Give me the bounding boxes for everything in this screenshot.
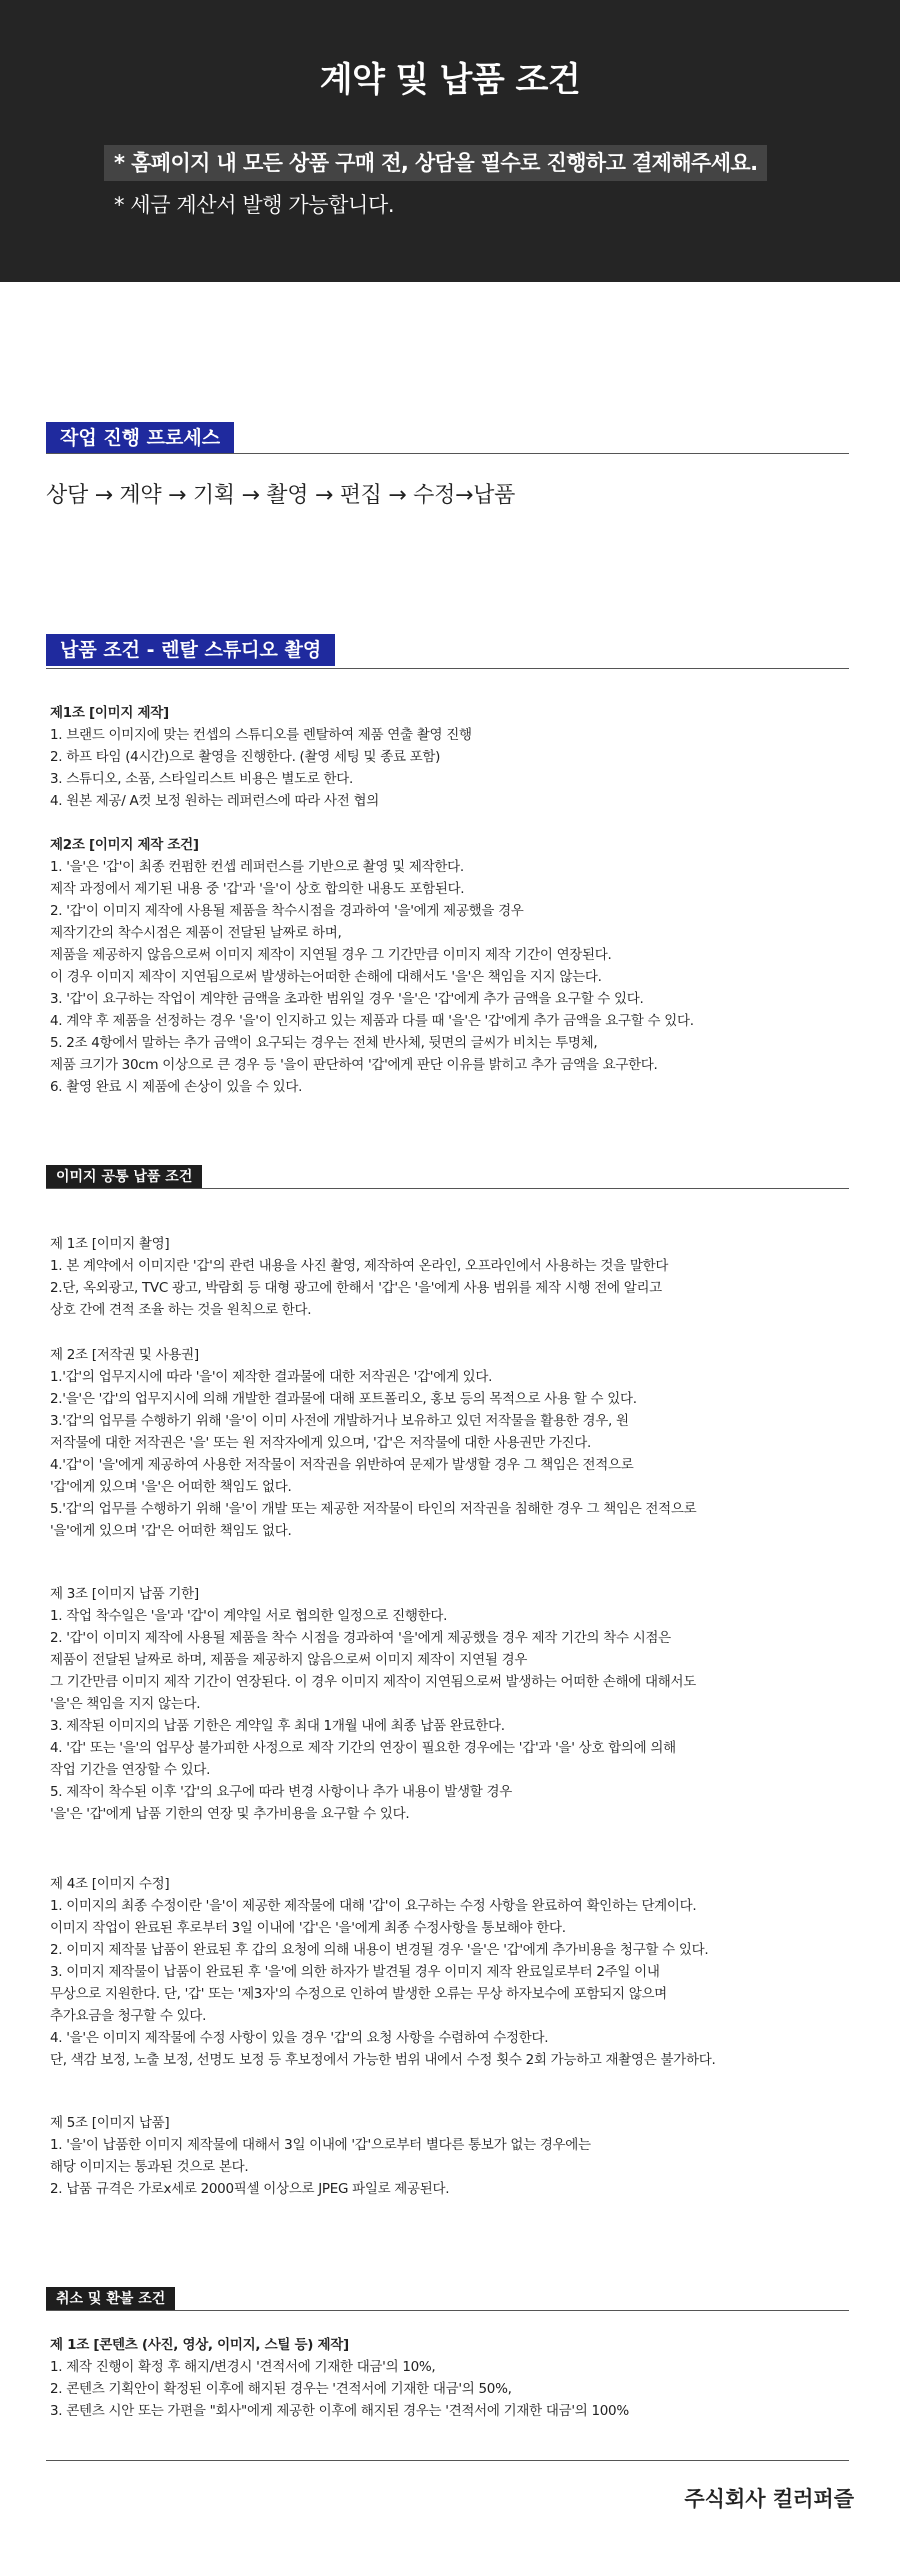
article-line: '갑'에게 있으며 '을'은 어떠한 책임도 없다. <box>50 1479 292 1495</box>
article-line: 1. 작업 착수일은 '을'과 '갑'이 계약일 서로 협의한 일정으로 진행한다. <box>50 1608 448 1624</box>
article-line: 3.'갑'의 업무를 수행하기 위해 '을'이 이미 사전에 개발하거나 보유하고 있던 저작물을 활용한 경우, 원 <box>50 1413 629 1429</box>
article-heading: 제 2조 [저작권 및 사용권] <box>50 1347 199 1363</box>
article-line: 제품이 전달된 날짜로 하며, 제품을 제공하지 않음으로써 이미지 제작이 지연될 경우 <box>50 1652 528 1668</box>
footer-divider <box>46 2460 849 2461</box>
delivery-article-1 <box>50 702 850 812</box>
article-line: 이미지 작업이 완료된 후로부터 3일 이내에 '갑'은 '을'에게 최종 수정사항을 통보해야 한다. <box>50 1920 566 1936</box>
section-divider <box>46 1188 849 1189</box>
article-line: 제품 크기가 30cm 이상으로 큰 경우 등 '을이 판단하여 '갑'에게 판단 이유를 밝히고 추가 금액을 요구한다. <box>50 1057 658 1073</box>
notice-tax-invoice: * 세금 계산서 발행 가능합니다. <box>114 193 395 217</box>
article-heading: 제 3조 [이미지 납품 기한] <box>50 1586 199 1602</box>
article-line: 제품을 제공하지 않음으로써 이미지 제작이 지연될 경우 그 기간만큼 이미지 제작 기간이 연장된다. <box>50 947 612 963</box>
common-article-5 <box>50 2112 850 2200</box>
common-article-3 <box>50 1583 850 1825</box>
article-line: 2. 이미지 제작물 납품이 완료된 후 갑의 요청에 의해 내용이 변경될 경우 '을'은 '갑'에게 추가비용을 청구할 수 있다. <box>50 1942 709 1958</box>
article-line: 4. '을'은 이미지 제작물에 수정 사항이 있을 경우 '갑'의 요청 사항을 수렴하여 수정한다. <box>50 2030 549 2046</box>
article-line: 3. 이미지 제작물이 납품이 완료된 후 '을'에 의한 하자가 발견될 경우 이미지 제작 완료일로부터 2주일 이내 <box>50 1964 660 1980</box>
article-line: 이 경우 이미지 제작이 지연됨으로써 발생하는어떠한 손해에 대해서도 '을'은 책임을 지지 않는다. <box>50 969 602 985</box>
common-article-1 <box>50 1233 850 1321</box>
article-line: 1. 브랜드 이미지에 맞는 컨셉의 스튜디오를 렌탈하여 제품 연출 촬영 진행 <box>50 727 472 743</box>
article-line: 5. 2조 4항에서 말하는 추가 금액이 요구되는 경우는 전체 반사체, 뒷면의 글씨가 비치는 투명체, <box>50 1035 598 1051</box>
company-name: 주식회사 컬러퍼즐 <box>684 2487 854 2511</box>
article-line: 1. 이미지의 최종 수정이란 '을'이 제공한 제작물에 대해 '갑'이 요구하는 수정 사항을 완료하여 확인하는 단계이다. <box>50 1898 697 1914</box>
article-heading: 제 1조 [콘텐츠 (사진, 영상, 이미지, 스틸 등) 제작] <box>50 2337 349 2353</box>
delivery-article-2 <box>50 834 850 1098</box>
article-line: 3. 콘텐츠 시안 또는 가편을 "회사"에게 제공한 이후에 해지된 경우는 '견적서에 기재한 대금'의 100% <box>50 2403 629 2419</box>
page-header <box>0 0 900 282</box>
article-line: '을'은 책임을 지지 않는다. <box>50 1696 201 1712</box>
section-title-process: 작업 진행 프로세스 <box>46 422 234 454</box>
article-line: 4. 원본 제공/ A컷 보정 원하는 레퍼런스에 따라 사전 협의 <box>50 793 379 809</box>
article-line: 1.'갑'의 업무지시에 따라 '을'이 제작한 결과물에 대한 저작권은 '갑'에게 있다. <box>50 1369 493 1385</box>
article-line: 2. '갑'이 이미지 제작에 사용될 제품을 착수 시점을 경과하여 '을'에게 제공했을 경우 제작 기간의 착수 시점은 <box>50 1630 671 1646</box>
article-line: 추가요금을 청구할 수 있다. <box>50 2008 207 2024</box>
article-heading: 제1조 [이미지 제작] <box>50 705 169 721</box>
section-title-delivery: 납품 조건 - 렌탈 스튜디오 촬영 <box>46 634 335 666</box>
section-divider <box>46 2310 849 2311</box>
page-title: 계약 및 납품 조건 <box>319 60 581 100</box>
section-divider <box>46 453 849 454</box>
section-title-cancel: 취소 및 환불 조건 <box>46 2287 175 2311</box>
article-line: 3. 스튜디오, 소품, 스타일리스트 비용은 별도로 한다. <box>50 771 354 787</box>
article-line: 4. 계약 후 제품을 선정하는 경우 '을'이 인지하고 있는 제품과 다를 때 '을'은 '갑'에게 추가 금액을 요구할 수 있다. <box>50 1013 694 1029</box>
article-heading: 제 1조 [이미지 촬영] <box>50 1236 170 1252</box>
section-title-common: 이미지 공통 납품 조건 <box>46 1165 202 1189</box>
article-line: 5. 제작이 착수된 이후 '갑'의 요구에 따라 변경 사항이나 추가 내용이 발생할 경우 <box>50 1784 512 1800</box>
article-line: 1. 제작 진행이 확정 후 해지/변경시 '견적서에 기재한 대금'의 10%, <box>50 2359 436 2375</box>
article-line: 그 기간만큼 이미지 제작 기간이 연장된다. 이 경우 이미지 제작이 지연됨으로써 발생하는 어떠한 손해에 대해서도 <box>50 1674 696 1690</box>
article-line: 2.'을'은 '갑'의 업무지시에 의해 개발한 결과물에 대해 포트폴리오, 홍보 등의 목적으로 사용 할 수 있다. <box>50 1391 637 1407</box>
article-line: 5.'갑'의 업무를 수행하기 위해 '을'이 개발 또는 제공한 저작물이 타인의 저작권을 침해한 경우 그 책임은 전적으로 <box>50 1501 697 1517</box>
common-article-2 <box>50 1344 850 1542</box>
article-heading: 제2조 [이미지 제작 조건] <box>50 837 199 853</box>
article-line: 4. '갑' 또는 '을'의 업무상 불가피한 사정으로 제작 기간의 연장이 필요한 경우에는 '갑'과 '을' 상호 합의에 의해 <box>50 1740 676 1756</box>
article-line: 단, 색감 보정, 노출 보정, 선명도 보정 등 후보정에서 가능한 범위 내에서 수정 횟수 2회 가능하고 재촬영은 불가하다. <box>50 2052 716 2068</box>
cancel-article-1 <box>50 2334 850 2422</box>
article-line: 제작기간의 착수시점은 제품이 전달된 날짜로 하며, <box>50 925 342 941</box>
article-line: 4.'갑'이 '을'에게 제공하여 사용한 저작물이 저작권을 위반하여 문제가 발생할 경우 그 책임은 전적으로 <box>50 1457 634 1473</box>
article-line: 무상으로 지원한다. 단, '갑' 또는 '제3자'의 수정으로 인하여 발생한 오류는 무상 하자보수에 포함되지 않으며 <box>50 1986 667 2002</box>
article-line: 제작 과정에서 제기된 내용 중 '갑'과 '을'이 상호 합의한 내용도 포함된다. <box>50 881 465 897</box>
article-line: 1. '을'이 납품한 이미지 제작물에 대해서 3일 이내에 '갑'으로부터 별다른 통보가 없는 경우에는 <box>50 2137 591 2153</box>
article-line: 2. 콘텐츠 기획안이 확정된 이후에 해지된 경우는 '견적서에 기재한 대금'의 50%, <box>50 2381 512 2397</box>
article-line: 2. 납품 규격은 가로x세로 2000픽셀 이상으로 JPEG 파일로 제공된다. <box>50 2181 450 2197</box>
article-line: '을'에게 있으며 '갑'은 어떠한 책임도 없다. <box>50 1523 292 1539</box>
article-heading: 제 4조 [이미지 수정] <box>50 1876 170 1892</box>
article-line: 2.단, 옥외광고, TVC 광고, 박람회 등 대형 광고에 한해서 '갑'은 '을'에게 사용 범위를 제작 시행 전에 알리고 <box>50 1280 662 1296</box>
article-line: 1. 본 계약에서 이미지란 '갑'의 관련 내용을 사진 촬영, 제작하여 온라인, 오프라인에서 사용하는 것을 말한다 <box>50 1258 669 1274</box>
article-line: 해당 이미지는 통과된 것으로 본다. <box>50 2159 249 2175</box>
article-line: 1. '을'은 '갑'이 최종 컨펌한 컨셉 레퍼런스를 기반으로 촬영 및 제작한다. <box>50 859 464 875</box>
article-line: 3. 제작된 이미지의 납품 기한은 계약일 후 최대 1개월 내에 최종 납품 완료한다. <box>50 1718 505 1734</box>
article-line: 저작물에 대한 저작권은 '을' 또는 원 저작자에게 있으며, '갑'은 저작물에 대한 사용권만 가진다. <box>50 1435 591 1451</box>
article-line: 3. '갑'이 요구하는 작업이 계약한 금액을 초과한 범위일 경우 '을'은 '갑'에게 추가 금액을 요구할 수 있다. <box>50 991 644 1007</box>
common-article-4 <box>50 1873 850 2071</box>
article-line: '을'은 '갑'에게 납품 기한의 연장 및 추가비용을 요구할 수 있다. <box>50 1806 410 1822</box>
notice-consultation: * 홈페이지 내 모든 상품 구매 전, 상담을 필수로 진행하고 결제해주세요. <box>104 145 767 181</box>
section-divider <box>46 668 849 669</box>
article-line: 2. 하프 타임 (4시간)으로 촬영을 진행한다. (촬영 세팅 및 종료 포함) <box>50 749 441 765</box>
article-line: 상호 간에 견적 조율 하는 것을 원칙으로 한다. <box>50 1302 312 1318</box>
process-steps: 상담 → 계약 → 기획 → 촬영 → 편집 → 수정→납품 <box>46 483 516 508</box>
article-heading: 제 5조 [이미지 납품] <box>50 2115 170 2131</box>
article-line: 작업 기간을 연장할 수 있다. <box>50 1762 211 1778</box>
article-line: 6. 촬영 완료 시 제품에 손상이 있을 수 있다. <box>50 1079 303 1095</box>
article-line: 2. '갑'이 이미지 제작에 사용될 제품을 착수시점을 경과하여 '을'에게 제공했을 경우 <box>50 903 524 919</box>
